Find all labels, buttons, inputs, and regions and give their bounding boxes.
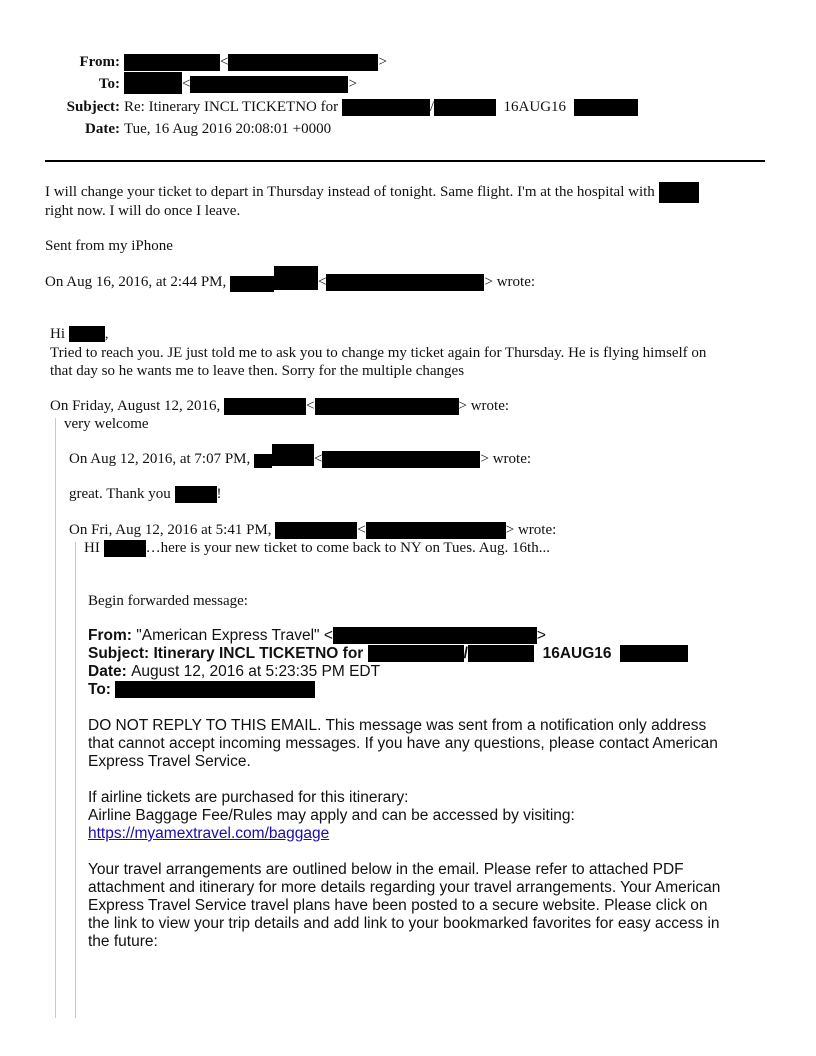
- forwarded-begin: Begin forwarded message:: [88, 593, 248, 609]
- redacted-box: [115, 681, 315, 698]
- quote-2-intro: On Friday, August 12, 2016, < > wrote:: [50, 398, 510, 414]
- quote-1-line-1: Tried to reach you. JE just told me to ask you to change my ticket again for Thursday. He is flying himself on: [50, 345, 707, 361]
- redacted-box: [322, 451, 480, 468]
- signature: Sent from my iPhone: [45, 238, 173, 254]
- from-label: From:: [79, 54, 120, 70]
- redacted-box: [368, 645, 464, 662]
- email-page: From: < > To: < > Subject: Re: Itinerary INCL TICKETNO for / 16AUG16 Date: Tue, 16 Aug 2016 20:08:01 +0000 I will change your ticket to depart in Thursday instead of tonight. Same flight. I'm at the hospital with right now. I will do once I leave. Sent from my iPhone On Aug 16, 2016, at 2:44 PM, < > wrote: Hi , Tried to reach you. JE just told me to ask you to change my ticket again for Thursday. He is flying himself on that day so he wants me to leave then. Sorry for the multiple changes On Friday, August 12, 2016, < > wrote: very welcome On Aug 12, 2016, at 7:07 PM, < > wrote: great. Thank you ! On Fri, Aug 12, 2016 at 5:41 PM, < > wrote: HI …here is your new ticket to come back to NY on Tues. Aug. 16th... Begin forwarded message: From: "American Express Travel" < > Subject: Itinerary INCL TICKETNO for / 16AUG16 Date: August 12, 2016 at 5:23:35 PM EDT To: DO NOT REPLY TO THIS EMAIL. This message was sent from a notification only address that cannot accept incoming messages. If you have any questions, please contact American Express Travel Service. If airline tickets are purchased for this itinerary: Airline Baggage Fee/Rules may apply and can be accessed by visiting: https://myamextravel.com/baggage Your travel arrangements are outlined below in the email. Please refer to attached PDF attachment and itinerary for more details regarding your travel arrangements. Your American Express Travel Service travel plans have been posted to a secure website. Please click on the link to view your trip details and add link to your bookmarked favorites for easy access in the future:: [0, 0, 816, 1056]
- subject-label: Subject:: [66, 99, 120, 115]
- baggage-link[interactable]: https://myamextravel.com/baggage: [88, 825, 330, 842]
- quote-bar: [55, 418, 56, 1018]
- redacted-box: [224, 398, 306, 415]
- redacted-box: [434, 99, 496, 116]
- redacted-box: [275, 522, 357, 539]
- redacted-box: [124, 54, 220, 71]
- quote-3-text: great. Thank you !: [69, 486, 222, 502]
- quote-2-text: very welcome: [64, 416, 149, 432]
- redacted-box: [190, 76, 348, 93]
- redacted-box: [104, 540, 146, 557]
- redacted-box: [620, 645, 688, 662]
- redacted-box: [124, 72, 182, 94]
- redacted-box: [272, 444, 314, 466]
- date-label: Date:: [85, 121, 120, 137]
- quote-1-greeting: Hi ,: [50, 326, 109, 342]
- quote-4-intro: On Fri, Aug 12, 2016 at 5:41 PM, < > wrote:: [69, 522, 557, 538]
- redacted-box: [274, 266, 318, 290]
- redacted-box: [659, 182, 699, 203]
- reply-line-2: right now. I will do once I leave.: [45, 203, 241, 219]
- fwd-subject-row: Subject: Itinerary INCL TICKETNO for / 16AUG16: [88, 645, 688, 663]
- redacted-box: [69, 326, 105, 342]
- redacted-box: [468, 645, 534, 662]
- quote-1-line-2: that day so he wants me to leave then. Sorry for the multiple changes: [50, 363, 465, 379]
- redacted-box: [230, 276, 274, 292]
- quote-4-text: HI …here is your new ticket to come back to NY on Tues. Aug. 16th...: [84, 540, 550, 556]
- quote-1-intro: On Aug 16, 2016, at 2:44 PM, < > wrote:: [45, 274, 535, 292]
- quote-bar: [75, 542, 76, 1018]
- fwd-paragraph-1: DO NOT REPLY TO THIS EMAIL. This message was sent from a notification only address that cannot accept incoming messages. If you have any questions, please contact American Express Travel Service.: [88, 717, 718, 770]
- to-label: To:: [98, 76, 120, 92]
- redacted-box: [574, 99, 638, 116]
- date-value: Tue, 16 Aug 2016 20:08:01 +0000: [124, 121, 332, 137]
- redacted-box: [254, 454, 272, 468]
- redacted-box: [366, 522, 506, 539]
- redacted-box: [342, 99, 430, 116]
- fwd-paragraph-2: If airline tickets are purchased for this itinerary: Airline Baggage Fee/Rules may apply and can be accessed by visiting: https://myamextravel.com/baggage: [88, 789, 575, 842]
- redacted-box: [326, 274, 484, 291]
- redacted-box: [333, 627, 537, 644]
- reply-line-1: I will change your ticket to depart in Thursday instead of tonight. Same flight. I'm at the hospital with: [45, 184, 699, 203]
- redacted-box: [228, 54, 378, 71]
- fwd-paragraph-3: Your travel arrangements are outlined below in the email. Please refer to attached PDF attachment and itinerary for more details regarding your travel arrangements. Your American Express Travel Service travel plans have been posted to a secure website. Please click on the link to view your trip details and add link to your bookmarked favorites for easy access in the future:: [88, 861, 721, 950]
- fwd-date-row: Date: August 12, 2016 at 5:23:35 PM EDT: [88, 663, 381, 680]
- quote-3-intro: On Aug 12, 2016, at 7:07 PM, < > wrote:: [69, 451, 531, 468]
- fwd-from-row: From: "American Express Travel" < >: [88, 627, 546, 644]
- header-divider: [45, 160, 765, 162]
- redacted-box: [315, 398, 459, 415]
- fwd-to-row: To:: [88, 681, 315, 699]
- redacted-box: [175, 486, 217, 503]
